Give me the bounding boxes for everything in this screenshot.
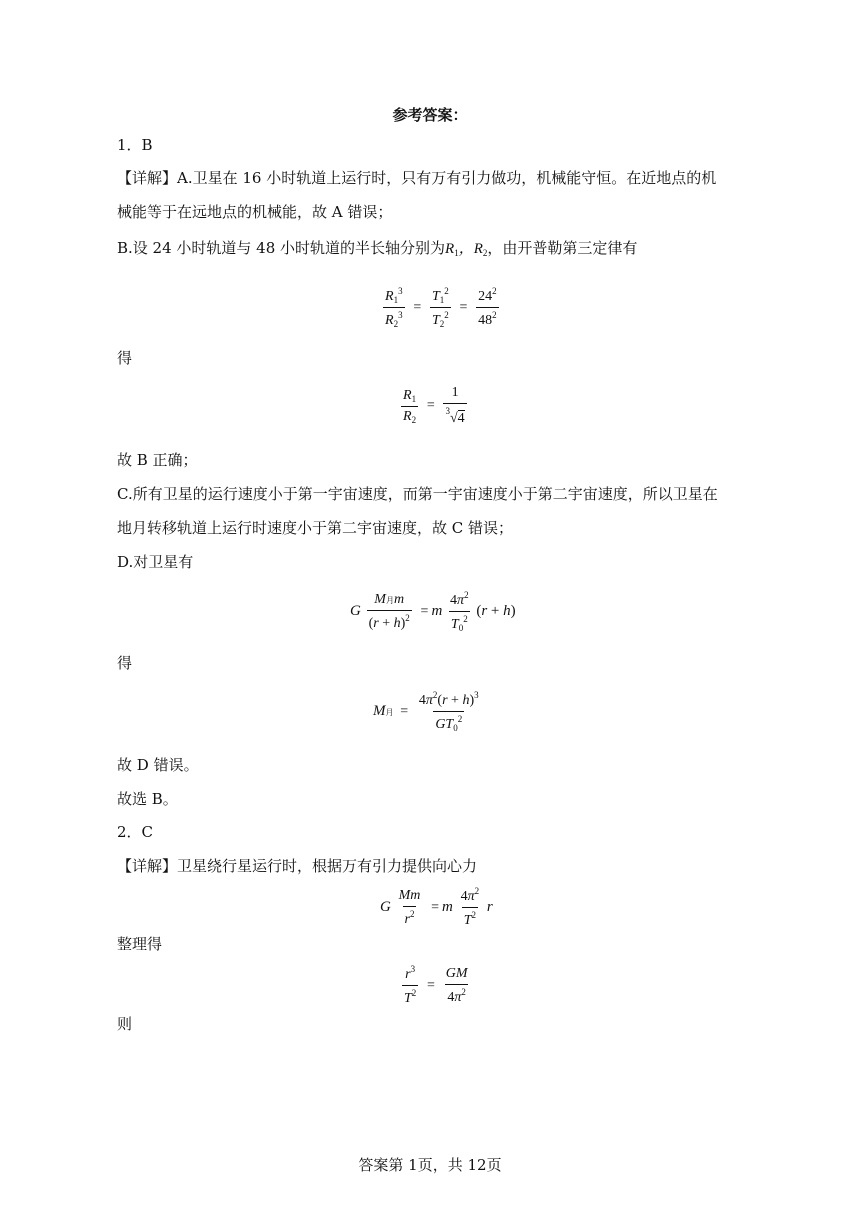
page-footer: 答案第 1页，共 12页	[358, 1156, 502, 1174]
q1-d-conclusion: 故 D 错误。	[117, 756, 199, 774]
moon-char: 月	[385, 707, 394, 717]
q1-b-conclusion: 故 B 正确；	[117, 451, 198, 469]
q1-detail-c-line2: 地月转移轨道上运行时速度小于第二宇宙速度，故 C 错误；	[117, 519, 514, 537]
q1-detail-b-text-post: ，由开普勒第三定律有	[487, 239, 638, 257]
q2-then: 则	[117, 1015, 133, 1033]
radius-ratio-formula: $\frac{R_1}{R_2}$ = $\frac{1}{^3√4}$	[403, 385, 465, 426]
q2-detail: 【详解】卫星绕行星运行时，根据万有引力提供向心力	[117, 857, 478, 875]
q2-answer: 2．C	[117, 823, 154, 841]
q1-detail-d-intro: D.对卫星有	[117, 553, 194, 571]
gravity-centripetal-formula: G $\frac{\text{M月m}}{(r + h)^2}$ = m $\frac{4\pi^2}{T_0^2}$ (r + h)	[350, 590, 516, 633]
q1-de-1: 得	[117, 349, 133, 367]
q1-detail-b-text-pre: B.设 24 小时轨道与 48 小时轨道的半长轴分别为	[117, 239, 446, 257]
q1-answer: 1．B	[117, 136, 153, 154]
page-title: 参考答案：	[392, 106, 468, 124]
q2-gravity-formula: G $\frac{Mm}{r^2}$ = m $\frac{4\pi^2}{T^2}$ r	[380, 886, 493, 928]
q1-detail-a-line2: 械能等于在远地点的机械能，故 A 错误；	[117, 203, 393, 221]
kepler-ratio-formula: $\frac{R_1^3}{R_2^3}$ = $\frac{T_1^2}{T_2^2}$ = $\frac{24^2}{48^2}$	[385, 286, 497, 329]
q1-detail-b-intro	[117, 241, 637, 258]
q1-detail-a-line1: 【详解】A.卫星在 16 小时轨道上运行时，只有万有引力做功，机械能守恒。在近地点的机	[117, 169, 717, 187]
q1-detail-c-line1: C.所有卫星的运行速度小于第一宇宙速度，而第一宇宙速度小于第二宇宙速度，所以卫星在	[117, 485, 718, 503]
q2-kepler-formula: $\frac{r^3}{T^2}$ = $\frac{GM}{4\pi^2}$	[404, 964, 468, 1006]
r1-r2-symbols: $R_1$，$R_2$	[445, 241, 488, 258]
q1-final: 故选 B。	[117, 790, 178, 808]
moon-char: 月	[385, 595, 394, 605]
q2-rearrange: 整理得	[117, 935, 163, 953]
moon-mass-formula: M月 = $\frac{4\pi^2(r + h)^3}{GT_0^2}$	[373, 690, 479, 733]
q1-de-2: 得	[117, 654, 133, 672]
